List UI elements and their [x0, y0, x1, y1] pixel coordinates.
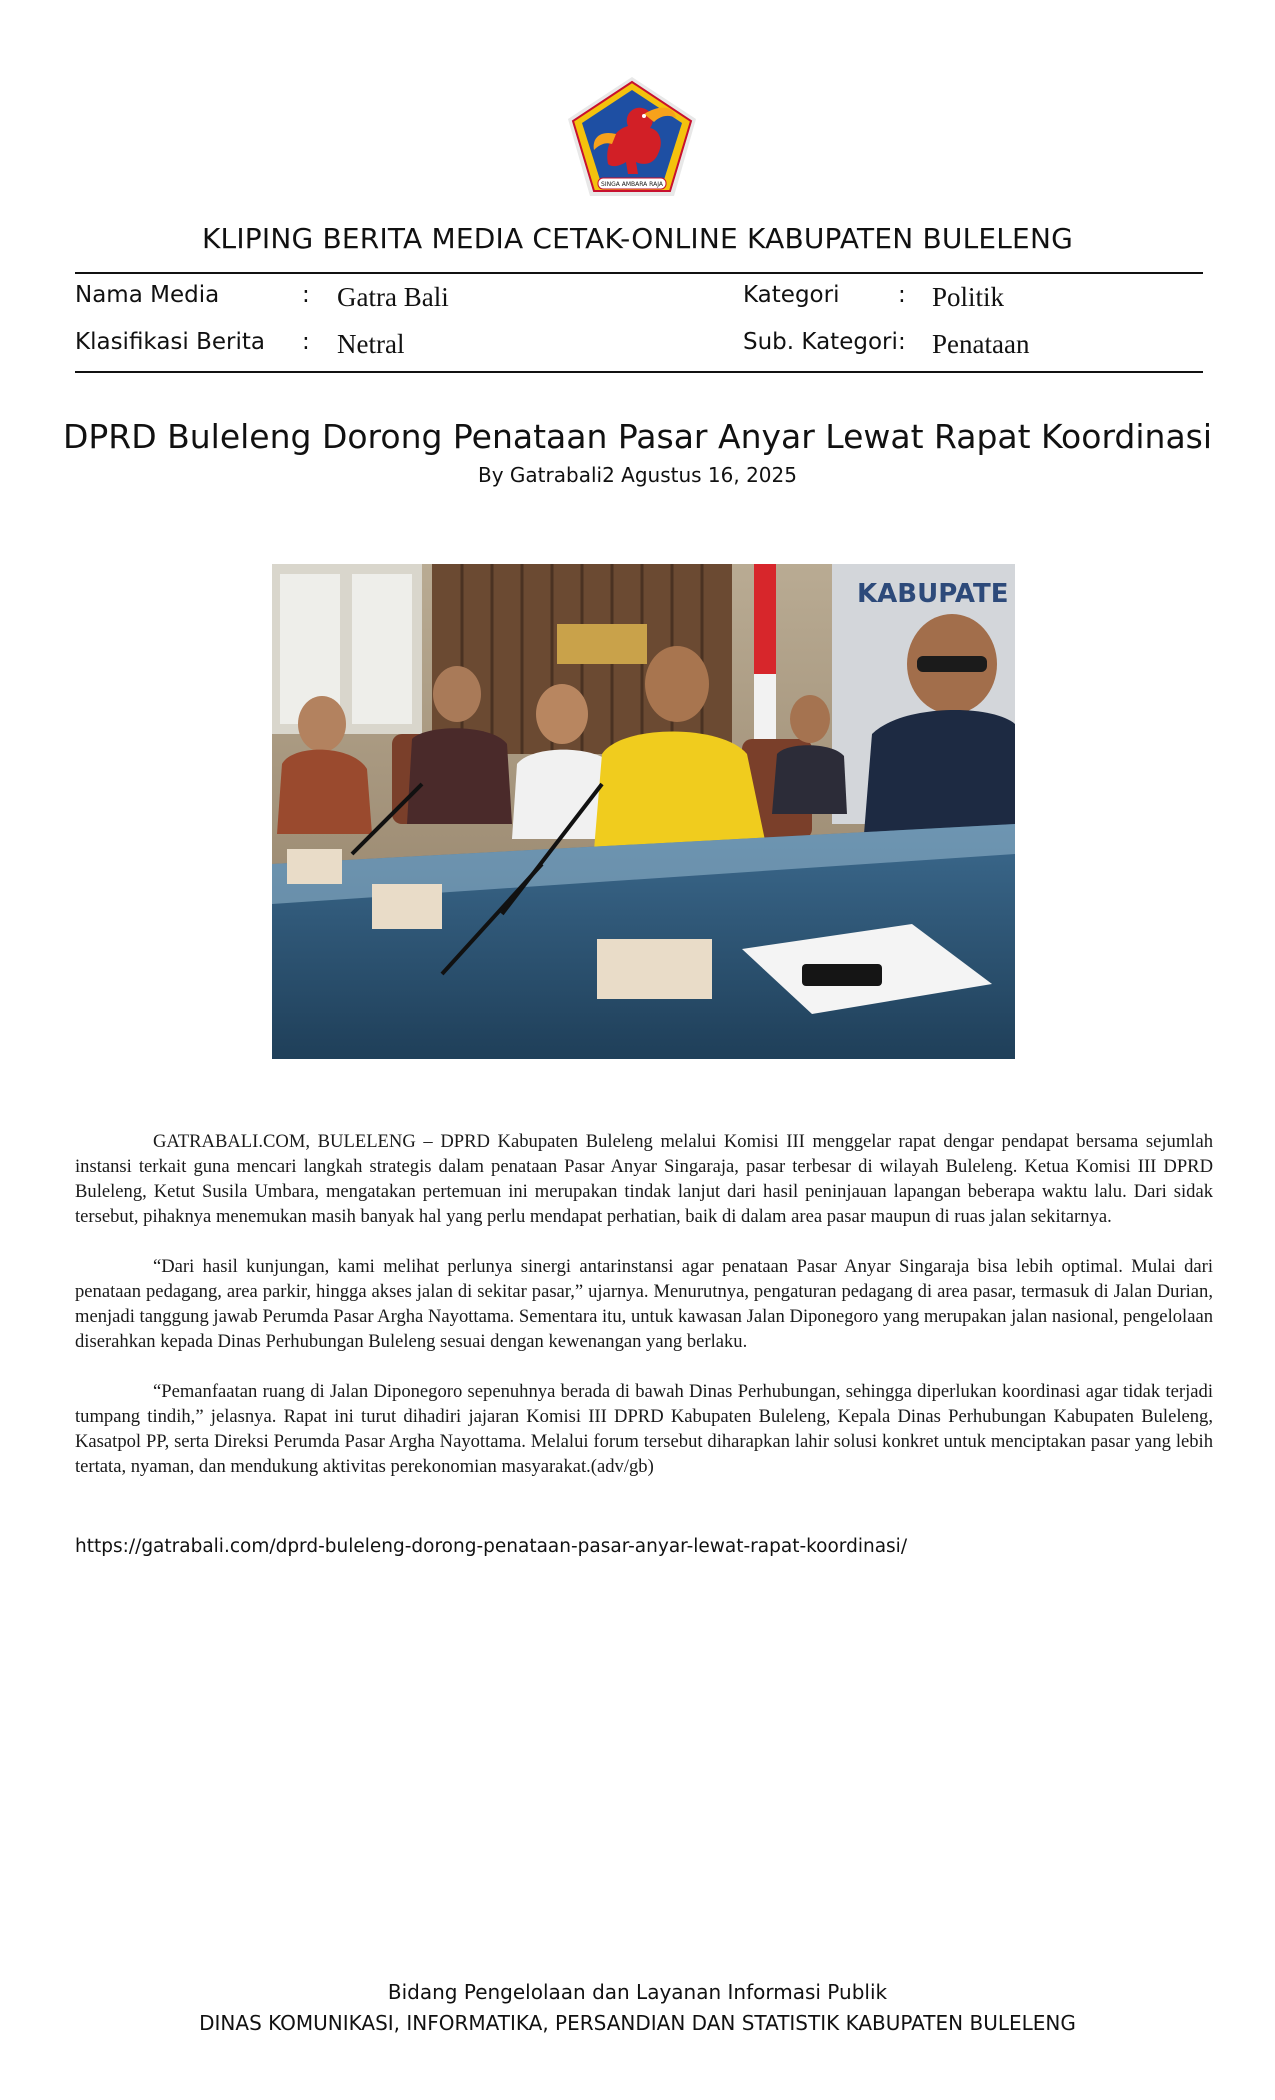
article-paragraph: GATRABALI.COM, BULELENG – DPRD Kabupaten Buleleng melalui Komisi III menggelar rapat dengar pendapat bersama sejumlah instansi terkait guna mencari langkah strategis dalam penataan Pasar Anyar Singaraja, pasar terbesar di wilayah Buleleng. Ketua Komisi III DPRD Buleleng, Ketut Susila Umbara, mengatakan pertemuan ini merupakan tindak lanjut dari hasil peninjauan lapangan beberapa waktu lalu. Dari sidak tersebut, pihaknya menemukan masih banyak hal yang perlu mendapat perhatian, baik di dalam area pasar maupun di ruas jalan sekitarnya. [75, 1131, 1213, 1227]
article-photo [272, 564, 1015, 1059]
article-byline: By Gatrabali2 Agustus 16, 2025 [478, 463, 797, 487]
document-header-title: KLIPING BERITA MEDIA CETAK-ONLINE KABUPATEN BULELENG [201, 222, 1073, 255]
news-classification-value: Netral [337, 329, 405, 359]
photo-wall-sign: KABUPATE [857, 579, 1009, 609]
sub-category-label: Sub. Kategori [743, 329, 898, 355]
footer-agency: DINAS KOMUNIKASI, INFORMATIKA, PERSANDIAN DAN STATISTIK KABUPATEN BULELENG [199, 2011, 1076, 2035]
sub-category-colon: : [898, 329, 906, 355]
article-paragraph: “Dari hasil kunjungan, kami melihat perlunya sinergi antarinstansi agar penataan Pasar Anyar Singaraja bisa lebih optimal. Mulai dari penataan pedagang, area parkir, hingga akses jalan di sekitar pasar,” ujarnya. Menurutnya, pengaturan pedagang di area pasar, termasuk di Jalan Durian, menjadi tanggung jawab Perumda Pasar Argha Nayottama. Sementara itu, untuk kawasan Jalan Diponegoro yang merupakan jalan nasional, pengelolaan diserahkan kepada Dinas Perhubungan Buleleng sesuai dengan kewenangan yang berlaku. [75, 1256, 1213, 1352]
buleleng-emblem-logo [564, 74, 700, 200]
header-divider-top [75, 272, 1203, 274]
sub-category-value: Penataan [932, 329, 1030, 359]
category-value: Politik [932, 282, 1005, 312]
category-label: Kategori [743, 282, 840, 308]
header-divider-bottom [75, 371, 1203, 373]
news-classification-label: Klasifikasi Berita [75, 329, 266, 355]
article-paragraph: “Pemanfaatan ruang di Jalan Diponegoro sepenuhnya berada di bawah Dinas Perhubungan, sehingga diperlukan koordinasi agar tidak terjadi tumpang tindih,” jelasnya. Rapat ini turut dihadiri jajaran Komisi III DPRD Kabupaten Buleleng, Kepala Dinas Perhubungan Kabupaten Buleleng, Kasatpol PP, serta Direksi Perumda Pasar Argha Nayottama. Melalui forum tersebut diharapkan lahir solusi konkret untuk menciptakan pasar yang lebih tertata, nyaman, dan mendukung aktivitas perekonomian masyarakat.(adv/gb) [75, 1381, 1213, 1477]
category-colon: : [898, 282, 906, 308]
emblem-motto: SINGA AMBARA RAJA [601, 181, 663, 188]
media-name-value: Gatra Bali [337, 282, 449, 312]
footer-division: Bidang Pengelolaan dan Layanan Informasi Publik [387, 1980, 888, 2004]
article-headline: DPRD Buleleng Dorong Penataan Pasar Anyar Lewat Rapat Koordinasi [62, 417, 1213, 456]
media-name-label: Nama Media [75, 282, 220, 308]
news-classification-colon: : [302, 329, 310, 355]
source-url-link[interactable]: https://gatrabali.com/dprd-buleleng-dorong-penataan-pasar-anyar-lewat-rapat-koordinasi/ [75, 1536, 908, 1557]
media-name-colon: : [302, 282, 310, 308]
article-body [75, 1129, 1213, 1504]
